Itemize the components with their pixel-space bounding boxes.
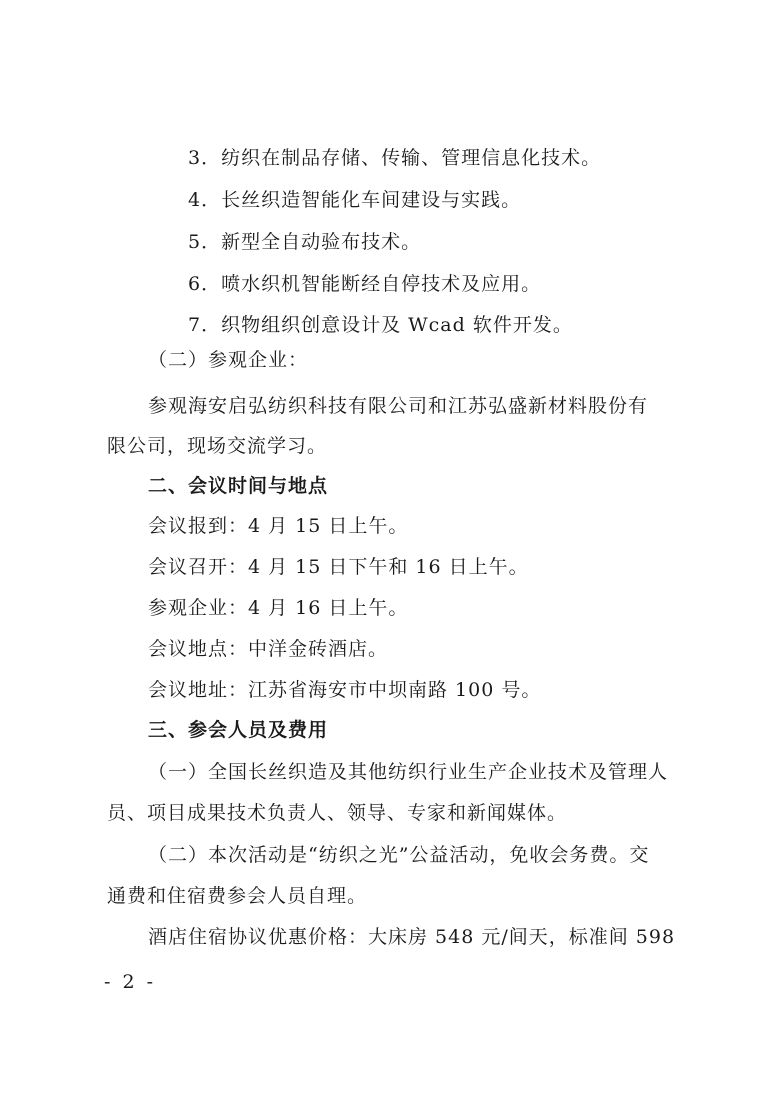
attendees-line-2: 员、项目成果技术负责人、领导、专家和新闻媒体。 bbox=[107, 802, 568, 824]
section-3-heading: 三、参会人员及费用 bbox=[148, 719, 329, 741]
section-2-heading: 二、会议时间与地点 bbox=[148, 475, 329, 497]
list-item-6: 6．喷水织机智能断经自停技术及应用。 bbox=[188, 273, 542, 295]
attendees-line-1: （一）全国长丝织造及其他纺织行业生产企业技术及管理人 bbox=[148, 761, 669, 783]
visit-paragraph-line-2: 限公司，现场交流学习。 bbox=[107, 435, 328, 457]
meeting-address: 会议地址：江苏省海安市中坝南路 100 号。 bbox=[148, 679, 542, 701]
visit-time: 参观企业：4 月 16 日上午。 bbox=[148, 597, 409, 619]
meeting-time: 会议召开：4 月 15 日下午和 16 日上午。 bbox=[148, 556, 529, 578]
meeting-venue: 会议地点：中洋金砖酒店。 bbox=[148, 638, 389, 660]
list-item-3: 3．纺织在制品存储、传输、管理信息化技术。 bbox=[188, 147, 602, 169]
meeting-registration: 会议报到：4 月 15 日上午。 bbox=[148, 515, 409, 537]
visit-paragraph-line-1: 参观海安启弘纺织科技有限公司和江苏弘盛新材料股份有 bbox=[148, 395, 649, 417]
visit-heading: （二）参观企业： bbox=[148, 349, 309, 371]
page-number: - 2 - bbox=[104, 971, 157, 993]
list-item-4: 4．长丝织造智能化车间建设与实践。 bbox=[188, 189, 522, 211]
hotel-price-line: 酒店住宿协议优惠价格：大床房 548 元/间天，标准间 598 bbox=[148, 926, 676, 948]
list-item-5: 5．新型全自动验布技术。 bbox=[188, 231, 422, 253]
fees-line-1: （二）本次活动是“纺织之光”公益活动，免收会务费。交 bbox=[148, 844, 650, 866]
fees-line-2: 通费和住宿费参会人员自理。 bbox=[107, 885, 368, 907]
list-item-7: 7．织物组织创意设计及 Wcad 软件开发。 bbox=[188, 314, 573, 336]
